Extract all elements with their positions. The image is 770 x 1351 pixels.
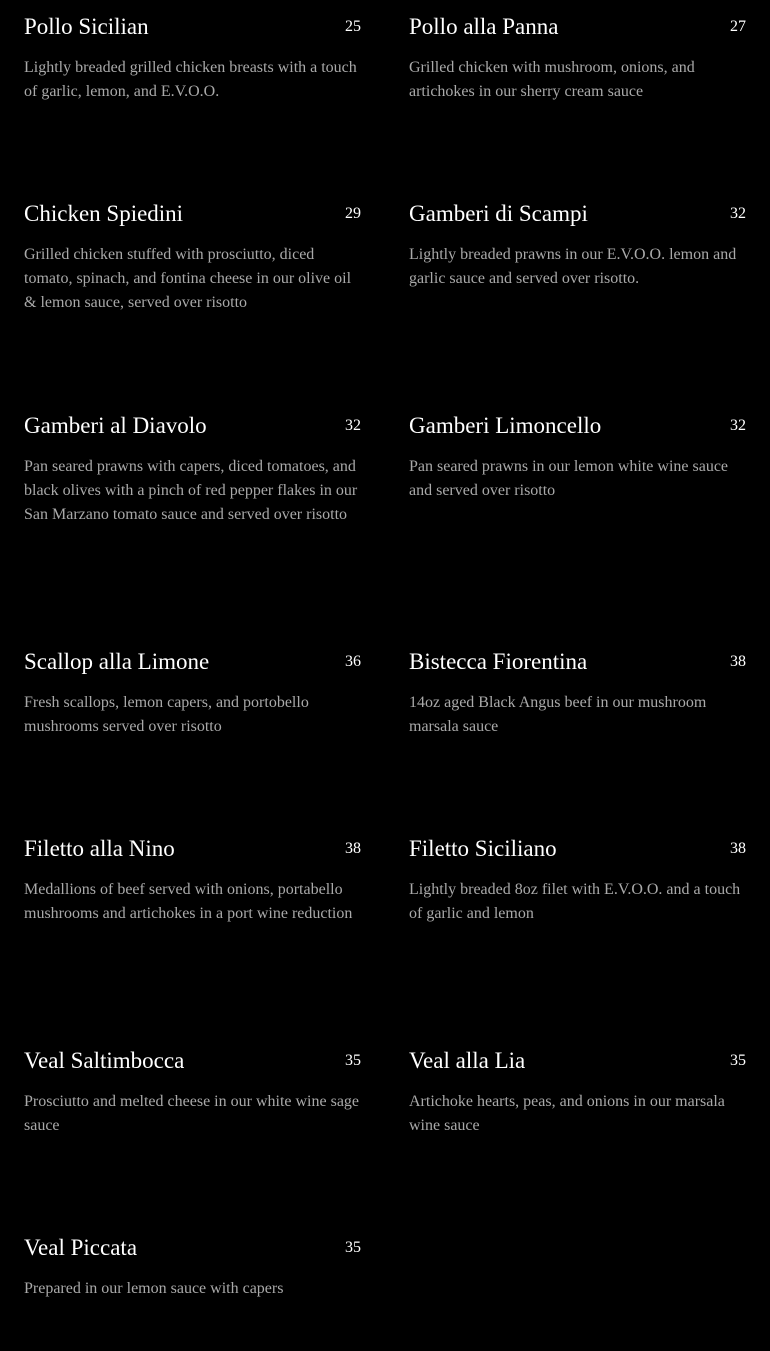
menu-item-header xyxy=(24,14,361,44)
menu-item xyxy=(409,14,746,104)
menu-item xyxy=(409,649,746,739)
menu-item xyxy=(409,1048,746,1138)
menu-item-header xyxy=(409,836,746,866)
menu-item xyxy=(24,1235,361,1301)
dish-price: 32 xyxy=(730,417,746,434)
menu-item xyxy=(24,201,361,315)
dish-description: Medallions of beef served with onions, portabello mushrooms and artichokes in a port wine reduction xyxy=(24,881,353,922)
menu-item xyxy=(24,413,361,527)
dish-name: Scallop alla Limone xyxy=(24,649,210,674)
menu-item-header xyxy=(24,649,361,679)
dish-description: Artichoke hearts, peas, and onions in our marsala wine sauce xyxy=(409,1093,725,1134)
dish-name: Gamberi al Diavolo xyxy=(24,413,207,438)
dish-price: 32 xyxy=(730,205,746,222)
menu-item-header xyxy=(24,1048,361,1078)
menu-item-header xyxy=(409,1048,746,1078)
dish-description: Grilled chicken with mushroom, onions, and artichokes in our sherry cream sauce xyxy=(409,59,695,100)
dish-description: Lightly breaded grilled chicken breasts with a touch of garlic, lemon, and E.V.O.O. xyxy=(24,59,357,100)
dish-description: Lightly breaded prawns in our E.V.O.O. lemon and garlic sauce and served over risotto. xyxy=(409,246,737,287)
dish-price: 27 xyxy=(730,18,746,35)
dish-name: Pollo alla Panna xyxy=(409,14,559,39)
menu-item-header xyxy=(409,649,746,679)
menu-item-header xyxy=(24,836,361,866)
dish-description: 14oz aged Black Angus beef in our mushroom marsala sauce xyxy=(409,694,707,735)
dish-description: Pan seared prawns with capers, diced tomatoes, and black olives with a pinch of red pepper flakes in our San Marzano tomato sauce and served over risotto xyxy=(24,458,358,523)
menu-item-header xyxy=(24,413,361,443)
dish-name: Veal Saltimbocca xyxy=(24,1048,185,1073)
dish-description: Prepared in our lemon sauce with capers xyxy=(24,1280,284,1297)
dish-description: Fresh scallops, lemon capers, and portobello mushrooms served over risotto xyxy=(24,694,309,735)
dish-price: 35 xyxy=(730,1052,746,1069)
menu-item xyxy=(24,14,361,104)
dish-price: 29 xyxy=(345,205,361,222)
menu-item xyxy=(24,649,361,739)
dish-name: Filetto Siciliano xyxy=(409,836,557,861)
menu-item xyxy=(409,413,746,503)
dish-price: 38 xyxy=(730,653,746,670)
menu-item xyxy=(24,1048,361,1138)
menu-item-header xyxy=(409,413,746,443)
dish-name: Bistecca Fiorentina xyxy=(409,649,588,674)
dish-description: Grilled chicken stuffed with prosciutto, diced tomato, spinach, and fontina cheese in our olive oil & lemon sauce, served over risotto xyxy=(24,246,352,311)
dish-name: Pollo Sicilian xyxy=(24,14,149,39)
dish-price: 38 xyxy=(345,840,361,857)
dish-price: 25 xyxy=(345,18,361,35)
dish-price: 35 xyxy=(345,1052,361,1069)
menu-item-header xyxy=(409,14,746,44)
dish-name: Veal alla Lia xyxy=(409,1048,526,1073)
dish-price: 35 xyxy=(345,1239,361,1256)
menu-item-header xyxy=(409,201,746,231)
menu-item xyxy=(409,201,746,291)
menu-item-header xyxy=(24,201,361,231)
menu-item xyxy=(24,836,361,926)
menu-item-header xyxy=(24,1235,361,1265)
dish-name: Chicken Spiedini xyxy=(24,201,184,226)
dish-name: Filetto alla Nino xyxy=(24,836,175,861)
dish-description: Pan seared prawns in our lemon white wine sauce and served over risotto xyxy=(409,458,729,499)
dish-name: Gamberi di Scampi xyxy=(409,201,588,226)
dish-price: 36 xyxy=(345,653,361,670)
menu-item xyxy=(409,836,746,926)
dish-description: Lightly breaded 8oz filet with E.V.O.O. and a touch of garlic and lemon xyxy=(409,881,741,922)
dish-name: Gamberi Limoncello xyxy=(409,413,602,438)
dish-description: Prosciutto and melted cheese in our white wine sage sauce xyxy=(24,1093,360,1134)
dish-price: 32 xyxy=(345,417,361,434)
dish-price: 38 xyxy=(730,840,746,857)
dish-name: Veal Piccata xyxy=(24,1235,138,1260)
